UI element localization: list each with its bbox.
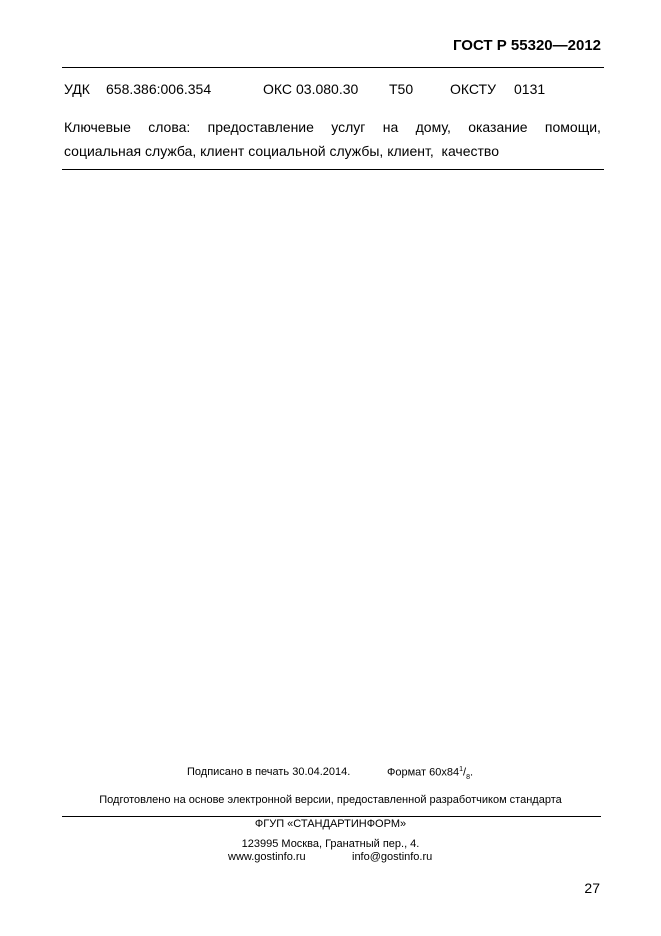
format-slash: / [463, 766, 467, 779]
udk-label: УДК [64, 81, 90, 97]
publisher-name: ФГУП «СТАНДАРТИНФОРМ» [254, 818, 407, 830]
imprint-rule [62, 816, 601, 817]
keyword-word: услуг [331, 119, 366, 135]
okstu-value: 0131 [514, 81, 546, 97]
keywords-rule [62, 169, 604, 170]
format-denominator: 8 [466, 773, 470, 781]
page-number: 27 [584, 880, 600, 896]
print-format [387, 766, 473, 781]
keyword-word: Ключевые [64, 119, 131, 135]
keywords-line-2: социальная служба, клиент социальной службы, клиент, качество [64, 143, 499, 159]
keyword-word: на [382, 119, 399, 135]
standard-number: ГОСТ Р 55320—2012 [452, 37, 601, 54]
keyword-word: помощи, [544, 119, 601, 135]
t-code: Т50 [389, 81, 414, 97]
oks-label: ОКС [263, 81, 292, 97]
publisher-address: 123995 Москва, Гранатный пер., 4. [241, 838, 420, 850]
publisher-email: info@gostinfo.ru [352, 851, 433, 863]
format-numerator: 1 [459, 766, 464, 773]
signed-for-print: Подписано в печать 30.04.2014. [187, 766, 351, 778]
keyword-word: оказание [468, 119, 528, 135]
okstu-label: ОКСТУ [450, 81, 496, 97]
udk-value: 658.386:006.354 [106, 81, 212, 97]
keywords-line-1 [64, 115, 601, 139]
format-prefix: Формат 60х84 [387, 766, 460, 779]
format-suffix: . [469, 766, 474, 779]
keyword-word: предоставление [207, 119, 314, 135]
keywords-block [64, 115, 601, 163]
header-rule [62, 67, 604, 68]
prepared-note: Подготовлено на основе электронной версии, предоставленной разработчиком стандарта [99, 794, 562, 806]
keyword-word: слова: [148, 119, 191, 135]
oks-value: 03.080.30 [296, 81, 359, 97]
keyword-word: дому, [415, 119, 451, 135]
publisher-website: www.gostinfo.ru [228, 851, 306, 863]
